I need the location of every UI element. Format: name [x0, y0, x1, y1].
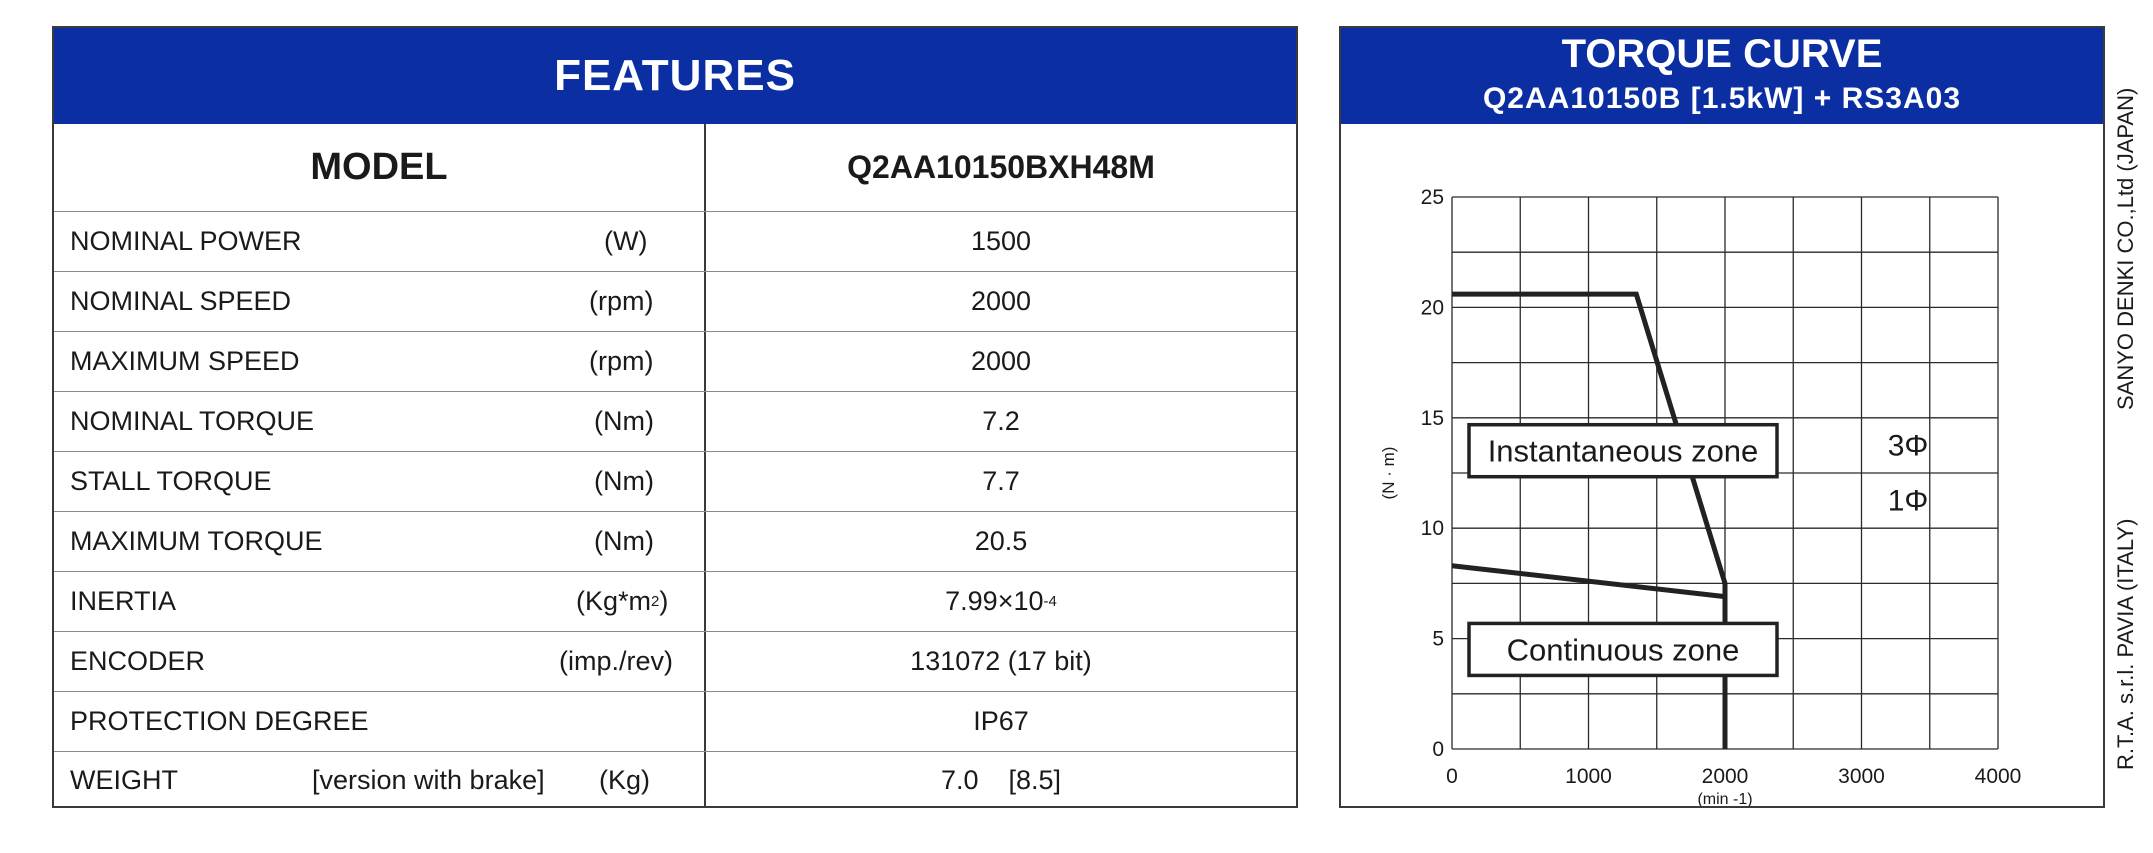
row-name: NOMINAL POWER [70, 226, 302, 256]
x-tick-label: 0 [1446, 765, 1458, 788]
model-label: MODEL [310, 146, 448, 188]
row-value: 7.2 [982, 406, 1020, 436]
table-row [54, 571, 1296, 631]
row-note: [version with brake] [312, 764, 545, 795]
continuous-zone-label: Continuous zone [1506, 632, 1740, 668]
row-value: 7.99×10 -4 [945, 586, 1057, 616]
row-unit: (imp./rev) [559, 646, 673, 676]
row-value: IP67 [973, 706, 1029, 736]
model-value: Q2AA10150BXH48M [847, 149, 1155, 185]
row-value: 2000 [970, 346, 1032, 376]
table-row [54, 751, 1296, 808]
row-name: MAXIMUM TORQUE [70, 526, 323, 556]
credit-sanyo: SANYO DENKI CO.,Ltd (JAPAN) [2113, 87, 2138, 410]
row-name: PROTECTION DEGREE [70, 706, 369, 736]
table-row [54, 511, 1296, 571]
y-tick-label: 15 [1420, 406, 1444, 430]
row-value: 7.7 [982, 466, 1020, 496]
table-row [54, 451, 1296, 511]
phase-1-label: 1Φ [1887, 484, 1929, 518]
y-tick-label: 25 [1420, 186, 1444, 209]
x-tick-label: 2000 [1701, 765, 1749, 788]
row-value: 7.0 [8.5] [940, 764, 1062, 795]
x-tick-label: 3000 [1838, 765, 1885, 788]
table-row [54, 631, 1296, 691]
row-unit: (Nm) [594, 526, 654, 556]
y-tick-label: 20 [1420, 296, 1444, 320]
chart-subtitle: Q2AA10150B [1.5kW] + RS3A03 [1482, 82, 1962, 115]
table-row [54, 691, 1296, 751]
torque-chart [1341, 124, 2103, 806]
instantaneous-zone-label: Instantaneous zone [1487, 433, 1759, 469]
row-name: STALL TORQUE [70, 466, 272, 496]
credit-rta: R.T.A. s.r.l. PAVIA (ITALY) [2113, 518, 2138, 770]
features-panel [52, 26, 1298, 808]
features-title: FEATURES [54, 28, 1296, 124]
row-name: NOMINAL SPEED [70, 286, 292, 316]
row-name: MAXIMUM SPEED [70, 346, 300, 376]
chart-title: TORQUE CURVE [1561, 32, 1883, 76]
row-unit: (rpm) [589, 346, 654, 376]
row-unit: (Kg) [599, 764, 651, 795]
table-row [54, 331, 1296, 391]
model-row [54, 124, 1296, 211]
table-row [54, 271, 1296, 331]
row-value: 1500 [970, 226, 1032, 256]
x-tick-label: 4000 [1974, 765, 2022, 788]
torque-curve-panel [1339, 26, 2105, 808]
x-axis-label: (min -1) [1697, 791, 1753, 806]
row-name: WEIGHT [70, 764, 178, 795]
table-row [54, 391, 1296, 451]
row-name: ENCODER [70, 646, 206, 676]
row-unit: (Kg*m 2 ) [576, 586, 669, 616]
row-name: NOMINAL TORQUE [70, 406, 315, 436]
y-tick-label: 10 [1420, 517, 1444, 541]
row-name: INERTIA [70, 586, 177, 616]
row-unit: (W) [604, 226, 648, 256]
torque-banner [1341, 28, 2103, 124]
phase-3-label: 3Φ [1887, 429, 1929, 463]
row-unit: (rpm) [589, 286, 654, 316]
y-tick-label: 0 [1432, 738, 1444, 761]
row-unit: (Nm) [594, 466, 654, 496]
row-value: 20.5 [974, 526, 1028, 556]
x-tick-label: 1000 [1565, 765, 1612, 788]
row-value: 131072 (17 bit) [910, 646, 1092, 676]
features-table [54, 124, 1296, 806]
row-unit: (Nm) [594, 406, 654, 436]
y-tick-label: 5 [1432, 627, 1444, 651]
table-row [54, 211, 1296, 271]
row-value: 2000 [970, 286, 1032, 316]
y-axis-label: (N · m) [1379, 446, 1398, 500]
